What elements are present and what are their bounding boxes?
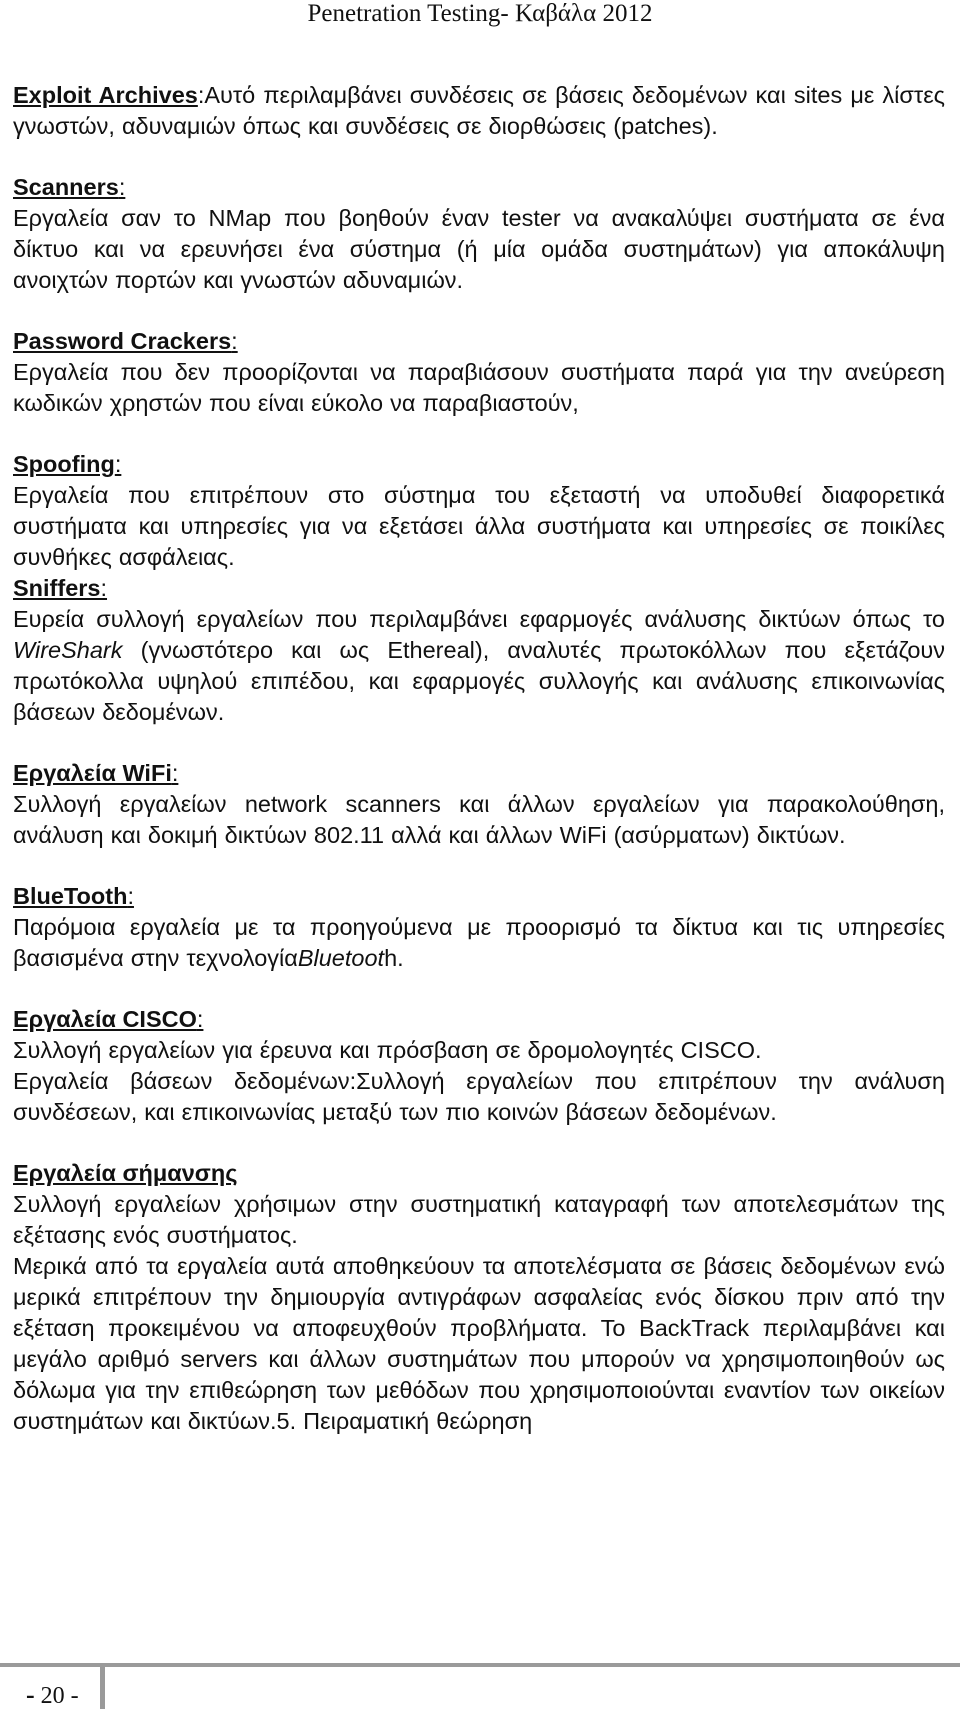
section-text-backtrack: Μερικά από τα εργαλεία αυτά αποθηκεύουν τα αποτελέσματα σε βάσεις δεδομένων ενώ μερικά επιτρέπουν την δημιουργία αντιγράφων ασφαλείας ενός δίσκου πριν από την εξέταση προκειμένου να αποφευχθούν προβλήματα. Το BackTrack περιλαμβάνει και μεγάλο αριθμό servers και άλλων συστημάτων που μπορούν να χρησιμοποιηθούν ως δόλωμα για την επιθεώρηση των μεθόδων που χρησιμοποιούνται εναντίον των οικείων συστημάτων και δικτύων.5. Πειραματική θεώρηση [13, 1253, 945, 1434]
section-text-password-crackers: Εργαλεία που δεν προορίζονται να παραβιάσουν συστήματα παρά για την ανεύρεση κωδικών χρηστών που είναι εύκολο να παραβιαστούν, [13, 359, 945, 416]
section-heading-wifi: Εργαλεία WiFi: [13, 760, 179, 786]
page-number: - 20 - [26, 1680, 79, 1709]
section-text: Αυτό περιλαμβάνει συνδέσεις σε βάσεις δεδομένων και sites με λίστες γνωστών, αδυναμιών όπως και συνδέσεις σε διορθώσεις (patches). [13, 82, 945, 139]
section-heading-bluetooth: BlueTooth: [13, 883, 134, 909]
section-text-sniffers: Ευρεία συλλογή εργαλείων που περιλαμβάνει εφαρμογές ανάλυσης δικτύων όπως το WireShark (γνωστότερο και ως Ethereal), αναλυτές πρωτοκόλλων που εξετάζουν πρωτόκολλα υψηλού επιπέδου, και εφαρμογές συλλογής και ανάλυσης επικοινωνίας βάσεων δεδομένων. [13, 606, 945, 725]
footer-divider [0, 1663, 960, 1667]
section-heading-spoofing: Spoofing: [13, 451, 122, 477]
section-heading-cisco: Εργαλεία CISCO: [13, 1006, 204, 1032]
section-heading-sniffers: Sniffers: [13, 575, 108, 601]
document-body [13, 80, 945, 1437]
wireshark-italic: WireShark [13, 637, 123, 663]
section-text-cisco: Συλλογή εργαλείων για έρευνα και πρόσβαση σε δρομολογητές CISCO. [13, 1037, 762, 1063]
section-text-databases: Εργαλεία βάσεων δεδομένων:Συλλογή εργαλείων που επιτρέπουν την ανάλυση συνδέσεων, και επικοινωνίας μεταξύ των πιο κοινών βάσεων δεδομένων. [13, 1068, 945, 1125]
section-heading-marking-tools: Εργαλεία σήμανσης [13, 1160, 238, 1186]
section-heading-password-crackers: Password Crackers: [13, 328, 238, 354]
section-text-bluetooth: Παρόμοια εργαλεία με τα προηγούμενα με προορισμό τα δίκτυα και τις υπηρεσίες βασισμένα στην τεχνολογίαBluetooth. [13, 914, 945, 971]
section-text-wifi: Συλλογή εργαλείων network scanners και άλλων εργαλείων για παρακολούθηση, ανάλυση και δοκιμή δικτύων 802.11 αλλά και άλλων WiFi (ασύρματων) δικτύων. [13, 791, 945, 848]
section-text-marking-tools: Συλλογή εργαλείων χρήσιμων στην συστηματική καταγραφή των αποτελεσμάτων της εξέτασης ενός συστήματος. [13, 1191, 945, 1248]
section-text-scanners: Εργαλεία σαν το NMap που βοηθούν έναν tester να ανακαλύψει συστήματα σε ένα δίκτυο και να ερευνήσει ένα σύστημα (ή μία ομάδα συστημάτων) για αποκάλυψη ανοιχτών πορτών και γνωστών αδυναμιών. [13, 205, 945, 293]
section-heading-scanners: Scanners: [13, 174, 126, 200]
section-exploit-archives: Exploit Archives:Αυτό περιλαμβάνει συνδέσεις σε βάσεις δεδομένων και sites με λίστες γνωστών, αδυναμιών όπως και συνδέσεις σε διορθώσεις (patches). [13, 82, 945, 139]
bluetooth-italic: Bluetoot [297, 945, 385, 971]
running-header: Penetration Testing- Καβάλα 2012 [307, 0, 653, 27]
section-text-spoofing: Εργαλεία που επιτρέπουν στο σύστημα του εξεταστή να υποδυθεί διαφορετικά συστήματα και υπηρεσίες για να εξετάσει άλλα συστήματα και υπηρεσίες σε ποικίλες συνθήκες ασφάλειας. [13, 482, 945, 570]
section-heading: Exploit Archives [13, 82, 198, 108]
